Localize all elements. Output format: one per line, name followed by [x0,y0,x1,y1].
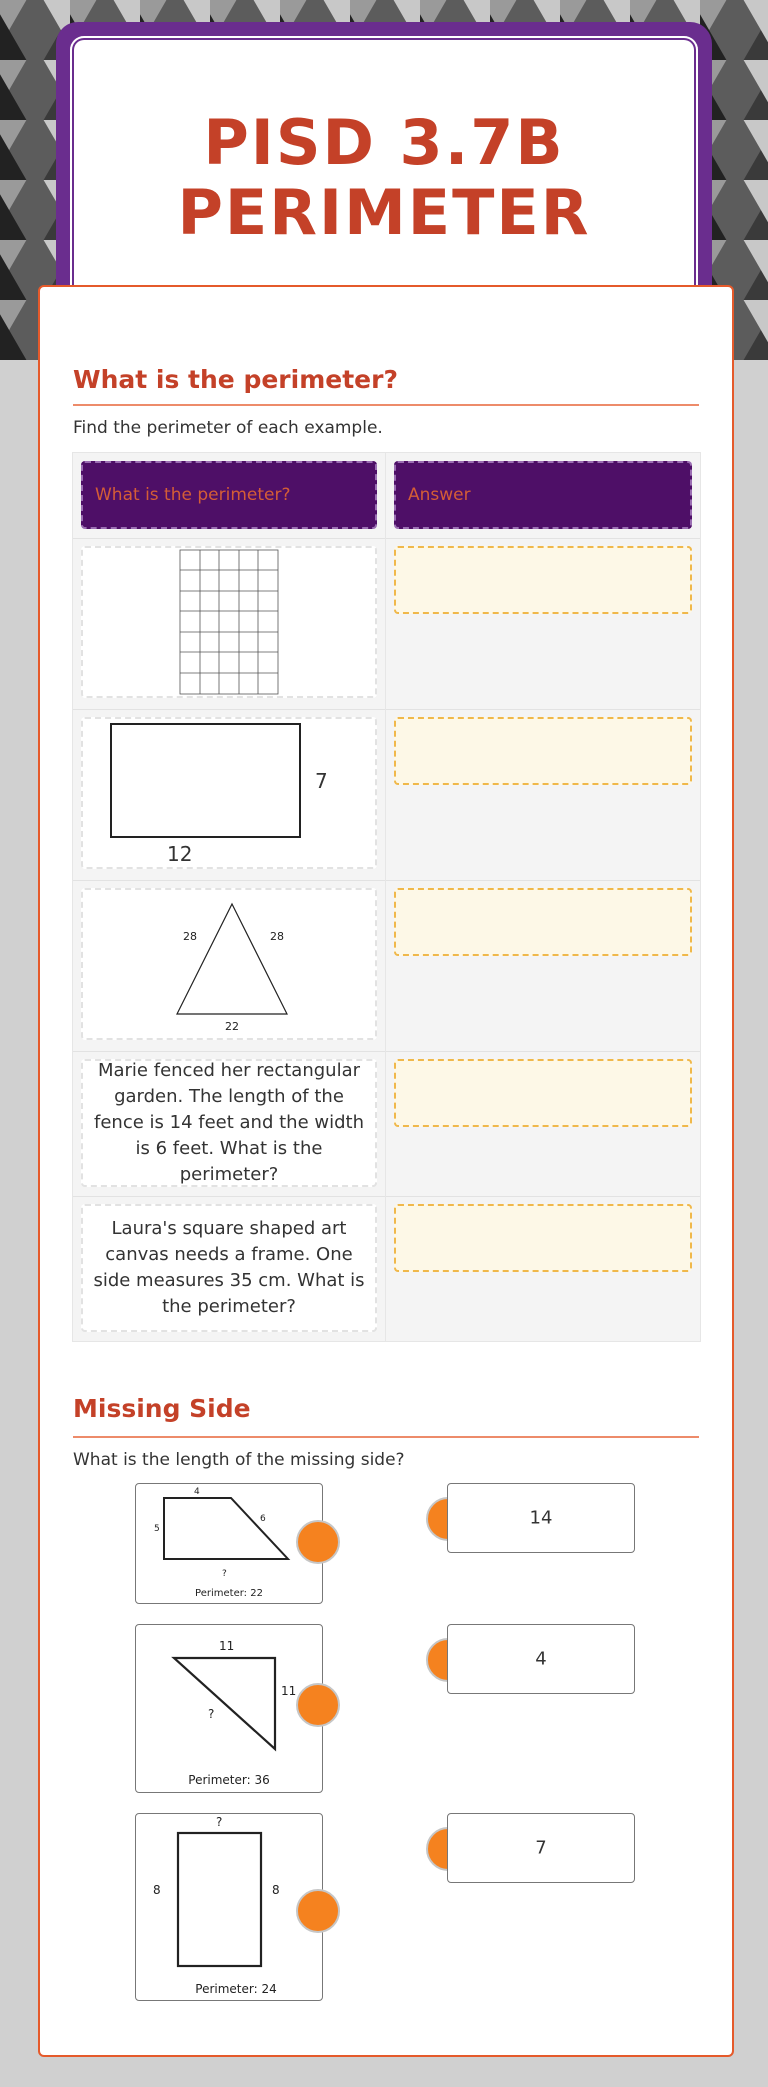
row-divider [386,538,700,539]
answer-dropzone-4[interactable] [394,1059,692,1127]
section1-divider [73,404,699,406]
triangle-right-label: 28 [270,930,284,943]
match-dot-shape-1[interactable] [296,1520,340,1564]
question-column-header: What is the perimeter? [81,461,377,529]
triangle-bottom-label: 22 [225,1020,239,1033]
section1-title: What is the perimeter? [73,365,398,394]
missing-side-shape-3[interactable] [135,1813,323,2001]
missing-side-answer-3[interactable] [447,1813,635,1883]
missing-side-answer-2-text: 4 [535,1648,547,1670]
answer-dropzone-1[interactable] [394,546,692,614]
match-dot-shape-3[interactable] [296,1889,340,1933]
answer-dropzone-3[interactable] [394,888,692,956]
right-triangle-perimeter-label: Perimeter: 36 [188,1773,270,1787]
trapezoid-right-label: 6 [260,1514,266,1524]
trapezoid-figure [136,1484,322,1603]
row-divider [386,1051,700,1052]
missing-side-answer-1-text: 14 [529,1507,553,1529]
question-rectangle [81,717,377,869]
grid-figure [83,548,377,696]
missing-side-shape-2[interactable] [135,1624,323,1793]
section2-instruction: What is the length of the missing side? [73,1450,405,1470]
rectangle-missing-left-label: 8 [153,1883,161,1897]
row-divider [386,1196,700,1197]
row-divider [73,1196,385,1197]
question-garden [81,1059,377,1187]
rectangle-side-label: 7 [315,769,328,793]
row-divider [386,709,700,710]
triangle-figure [83,890,377,1038]
section2-title: Missing Side [73,1394,251,1423]
row-divider [73,709,385,710]
missing-side-shape-1[interactable] [135,1483,323,1604]
right-triangle-hyp-label: ? [208,1707,215,1721]
section1-instruction: Find the perimeter of each example. [73,418,383,438]
right-triangle-top-label: 11 [219,1639,235,1653]
right-triangle-figure [136,1625,322,1792]
row-divider [73,1051,385,1052]
answer-dropzone-5[interactable] [394,1204,692,1272]
right-triangle-right-label: 11 [281,1684,297,1698]
rectangle-missing-right-label: 8 [272,1883,280,1897]
missing-side-answer-1[interactable] [447,1483,635,1553]
question-garden-text: Marie fenced her rectangular garden. The length of the fence is 14 feet and the width is 6 feet. What is the perimeter? [94,1060,364,1185]
question-canvas-text: Laura's square shaped art canvas needs a frame. One side measures 35 cm. What is the perimeter? [93,1218,365,1317]
rectangle-missing-top-label: ? [216,1815,223,1829]
title-card [56,22,712,322]
rectangle-missing-perimeter-label: Perimeter: 24 [195,1982,277,1996]
rectangle-bottom-label: 12 [167,842,193,866]
question-grid-image [81,546,377,698]
rectangle-figure [83,719,377,867]
section2-divider [73,1436,699,1438]
trapezoid-bottom-label: ? [222,1569,227,1579]
question-canvas [81,1204,377,1332]
row-divider [73,538,385,539]
question-column [73,453,386,1341]
missing-side-answer-2[interactable] [447,1624,635,1694]
row-divider [73,880,385,881]
row-divider [386,880,700,881]
triangle-left-label: 28 [183,930,197,943]
worksheet-card [38,285,734,2057]
answer-dropzone-2[interactable] [394,717,692,785]
trapezoid-perimeter-label: Perimeter: 22 [195,1588,263,1599]
match-dot-shape-2[interactable] [296,1683,340,1727]
missing-side-answer-3-text: 7 [535,1837,547,1859]
trapezoid-left-label: 5 [154,1524,160,1534]
answer-column [386,453,700,1341]
question-triangle [81,888,377,1040]
trapezoid-top-label: 4 [194,1487,200,1497]
page-title-line2: PERIMETER [177,176,591,249]
rectangle-missing-figure [136,1814,322,2000]
answer-column-header: Answer [394,461,692,529]
perimeter-table [72,452,701,1342]
title-card-inner [70,36,698,322]
page-title-line1: PISD 3.7B [203,106,565,179]
